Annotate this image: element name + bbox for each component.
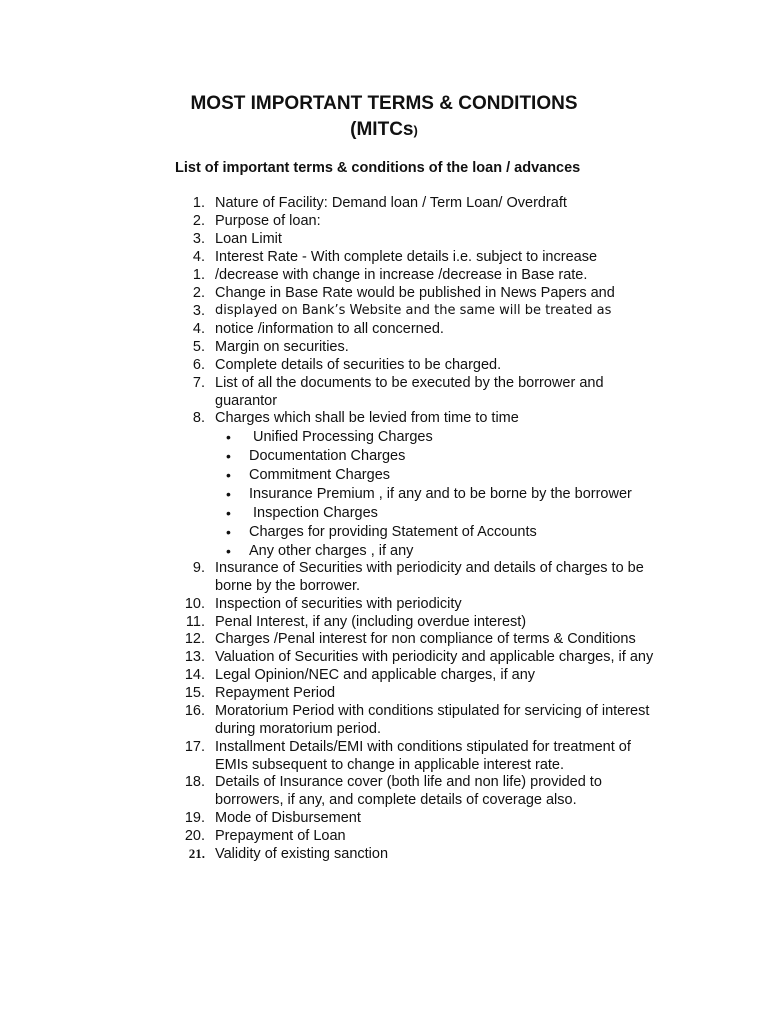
- item-text: Nature of Facility: Demand loan / Term Loan/ Overdraft: [215, 195, 567, 211]
- bullet-icon: •: [226, 524, 231, 540]
- item-number: 4.: [192, 249, 205, 265]
- bullet-text: Commitment Charges: [249, 467, 391, 483]
- item-number: 4.: [192, 321, 205, 337]
- item-text-continued: EMIs subsequent to change in applicable interest rate.: [215, 757, 565, 773]
- item-number: 20.: [184, 828, 205, 844]
- item-text: displayed on Bank’s Website and the same will be treated as: [215, 303, 612, 318]
- item-number: 7.: [192, 375, 205, 391]
- item-number: 9.: [192, 560, 205, 576]
- item-text: Validity of existing sanction: [215, 846, 389, 862]
- item-number: 8.: [192, 410, 205, 426]
- item-text: Valuation of Securities with periodicity and applicable charges, if any: [215, 649, 654, 665]
- abbreviation-close: ): [413, 123, 418, 138]
- item-text: Repayment Period: [215, 685, 336, 701]
- bullet-icon: •: [226, 543, 231, 559]
- item-text: Loan Limit: [215, 231, 282, 247]
- bullet-text: Charges for providing Statement of Accounts: [249, 524, 537, 540]
- item-text: Moratorium Period with conditions stipulated for servicing of interest: [215, 703, 650, 719]
- item-text: Margin on securities.: [215, 339, 349, 355]
- item-text: Details of Insurance cover (both life and non life) provided to: [215, 774, 602, 790]
- item-number: 19.: [184, 810, 205, 826]
- item-text: Complete details of securities to be charged.: [215, 357, 502, 373]
- item-text: Charges which shall be levied from time to time: [215, 410, 519, 426]
- item-text: Charges /Penal interest for non compliance of terms & Conditions: [215, 631, 636, 647]
- item-number: 2.: [192, 213, 205, 229]
- item-number: 3.: [192, 231, 205, 247]
- item-number: 10.: [184, 596, 205, 612]
- bullet-text: Unified Processing Charges: [253, 429, 433, 445]
- list-subtitle: List of important terms & conditions of the loan / advances: [175, 160, 581, 176]
- item-text: Inspection of securities with periodicity: [215, 596, 462, 612]
- item-text: List of all the documents to be executed by the borrower and: [215, 375, 604, 391]
- item-number: 3.: [192, 303, 205, 319]
- item-number: 21.: [188, 846, 205, 861]
- item-text: Change in Base Rate would be published in News Papers and: [215, 285, 615, 301]
- item-number: 1.: [192, 195, 205, 211]
- item-text: Insurance of Securities with periodicity and details of charges to be: [215, 560, 644, 576]
- item-text: /decrease with change in increase /decrease in Base rate.: [215, 267, 588, 283]
- item-text: Legal Opinion/NEC and applicable charges, if any: [215, 667, 536, 683]
- item-number: 6.: [192, 357, 205, 373]
- item-text: notice /information to all concerned.: [215, 321, 444, 337]
- item-text: Installment Details/EMI with conditions stipulated for treatment of: [215, 739, 631, 755]
- bullet-text: Insurance Premium , if any and to be borne by the borrower: [249, 486, 632, 502]
- item-number: 17.: [184, 739, 205, 755]
- item-text: Interest Rate - With complete details i.e. subject to increase: [215, 249, 598, 265]
- bullet-text: Documentation Charges: [249, 448, 406, 464]
- bullet-icon: •: [226, 467, 231, 483]
- item-text: Prepayment of Loan: [215, 828, 346, 844]
- item-text: Mode of Disbursement: [215, 810, 361, 826]
- item-number: 15.: [184, 685, 205, 701]
- item-number: 5.: [192, 339, 205, 355]
- item-text-continued: guarantor: [215, 393, 278, 409]
- item-number: 18.: [184, 774, 205, 790]
- item-text-continued: borne by the borrower.: [215, 578, 361, 594]
- item-number: 16.: [184, 703, 205, 719]
- item-text: Purpose of loan:: [215, 213, 321, 229]
- item-text-continued: during moratorium period.: [215, 721, 382, 737]
- document-title-abbreviation: [0, 118, 768, 143]
- bullet-text: Inspection Charges: [253, 505, 378, 521]
- bullet-icon: •: [226, 486, 231, 502]
- item-text: Penal Interest, if any (including overdue interest): [215, 614, 527, 630]
- bullet-icon: •: [226, 429, 231, 445]
- item-text-continued: borrowers, if any, and complete details of coverage also.: [215, 792, 577, 808]
- item-number: 12.: [184, 631, 205, 647]
- item-number: 11.: [185, 614, 205, 630]
- item-number: 13.: [184, 649, 205, 665]
- item-number: 1.: [192, 267, 205, 283]
- bullet-text: Any other charges , if any: [249, 543, 414, 559]
- item-number: 14.: [184, 667, 205, 683]
- bullet-icon: •: [226, 448, 231, 464]
- item-number: 2.: [192, 285, 205, 301]
- abbreviation-main: (MITCs: [350, 119, 414, 140]
- bullet-icon: •: [226, 505, 231, 521]
- document-title: MOST IMPORTANT TERMS & CONDITIONS: [190, 93, 578, 114]
